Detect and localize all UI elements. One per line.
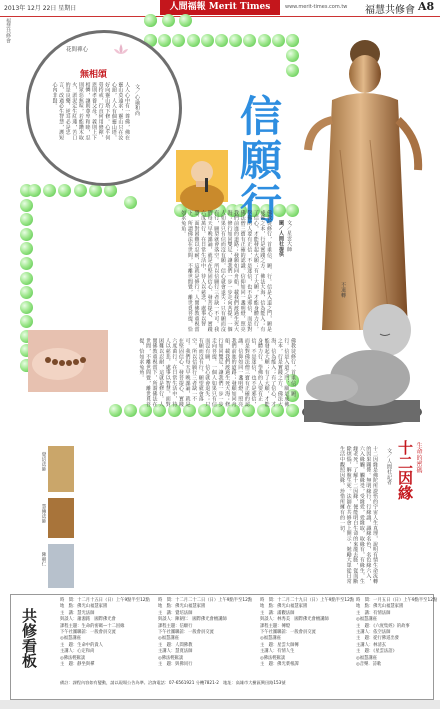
schedule-line: 下午社團聯誼：一般會員交流	[260, 630, 316, 636]
schedule-line: 時 間：十二月二十九日（日）上午9點半至12點	[260, 598, 355, 603]
schedule-line: 下午社團聯誼：一般會員交流	[60, 630, 116, 636]
bead-ornament	[201, 34, 214, 47]
schedule-line: 時 間：十二月二十二日（日）上午9點半至12點	[158, 598, 253, 603]
bead-ornament	[20, 257, 33, 270]
bead-ornament	[229, 34, 242, 47]
section-name: 福慧共修會	[365, 5, 415, 16]
schedule-line: 地 點：佛光山福慧家園	[356, 604, 404, 610]
article-photo-credit: 圖／人間社提供	[278, 220, 284, 258]
schedule-line: 主 講：滿觀法師	[260, 610, 295, 616]
schedule-line: 與談人：蕭鴻銘 國際佛光會	[60, 617, 116, 623]
bead-ornament	[144, 14, 157, 27]
schedule-line: 與談人：陳朝仁 國際佛光會檀講師	[158, 617, 227, 623]
schedule-line: 主 題：生命中的貴人	[60, 642, 103, 648]
side-article-body: 十二因緣是佛陀所證悟的宇宙人生真理，說明有情生命流轉的因果關係。無明緣行，行緣識，識緣名色，名色緣六入，六入緣觸，觸緣受，受緣愛，愛緣取，取緣有，有緣生，生緣老死。了解十二因緣，便能明白生命的來龍去脈，從而斷除煩惱，解脫生死。法師在共修會上開示，勉勵大眾從日常生活中觀照因緣，珍惜所擁有的一切。	[339, 446, 378, 584]
bead-ornament	[272, 34, 285, 47]
schedule-line: 課程主題：傳燈	[260, 623, 291, 629]
bead-ornament	[20, 213, 33, 226]
schedule-line: 主 題：星雲大師傳	[260, 642, 299, 648]
schedule-line: 主 題：從行佛道出發	[356, 636, 399, 642]
schedule-line: ◎福慧講座	[260, 636, 281, 642]
prayer-beads-image	[28, 330, 108, 392]
schedule-line: 地 點：佛光山福慧家園	[60, 604, 108, 610]
bead-ornament	[286, 64, 299, 77]
bead-ornament	[89, 184, 102, 197]
schedule-line: 主 講：有情法師	[356, 610, 391, 616]
bead-ornament	[286, 34, 299, 47]
schedule-footer-note: 備註：課程內容如有變動，請以現場公告為準。洽詢電話：07-6561921 分機7821-2 地址：高雄市大樹區興田路153號	[60, 680, 286, 685]
schedule-line: 主 講：覺培法師	[158, 610, 193, 616]
bead-ornament	[286, 49, 299, 62]
bead-ornament	[286, 204, 299, 217]
schedule-line: ◎福慧講座	[60, 636, 81, 642]
bead-ornament	[258, 34, 271, 47]
newspaper-brand: 人間福報 Merit Times	[160, 0, 280, 15]
schedule-line: 主 題：靜坐與禪	[60, 662, 95, 668]
schedule-line: ◎佛法輕鬆談	[60, 655, 86, 661]
article-title: 信願行	[234, 94, 283, 226]
bead-ornament	[58, 184, 71, 197]
speaker-label-2: 慧傳法師	[41, 504, 46, 524]
schedule-line: ◎佛法輕鬆談	[158, 655, 184, 661]
bead-ornament	[20, 301, 33, 314]
bead-ornament	[158, 34, 171, 47]
schedule-line: 時 間：十二月十五日（日）上午9點半至12點	[60, 598, 150, 603]
bead-ornament	[179, 14, 192, 27]
side-article-byline: 文／人間社記者	[386, 448, 392, 486]
bead-ornament	[124, 196, 137, 209]
bead-ornament	[243, 34, 256, 47]
lotus-icon	[112, 40, 130, 59]
poem-subtitle: 花間禪心	[66, 47, 89, 53]
speaker-portrait-2	[48, 498, 74, 538]
schedule-line: 課程主題：信願行	[158, 623, 193, 629]
schedule-line: 與談人：林秀美 國際佛光會檀講師	[260, 617, 329, 623]
schedule-line: 主講人：心定和尚	[60, 649, 95, 655]
schedule-line: 主講人：依空法師	[356, 630, 391, 636]
schedule-line: ◎音樂．詩歌	[356, 662, 382, 668]
issue-date: 2013年 12月 22日 星期日	[4, 5, 77, 12]
schedule-line: 主 題：與佛同行	[158, 662, 193, 668]
schedule-line: 主 題：佛光菜根譚	[260, 662, 299, 668]
bead-ornament	[124, 404, 137, 417]
master-portrait	[176, 150, 228, 202]
schedule-line: 課程主題：生命的密碼—十二因緣	[60, 623, 125, 629]
schedule-line: 地 點：佛光山福慧家園	[260, 604, 308, 610]
schedule-line: 時 間：一月五日（日）上午9點半至12點	[356, 598, 438, 603]
schedule-line: 主講人：有情人生	[260, 649, 295, 655]
article-byline: 文／星雲大師	[286, 220, 292, 252]
speaker-label-3: 陳朝仁	[41, 552, 46, 567]
bead-ornament	[172, 34, 185, 47]
side-article-kicker: 生命的密碼	[415, 442, 422, 474]
schedule-line: 主講人：慧寬法師	[158, 649, 193, 655]
schedule-line: ◎福慧講座	[356, 655, 377, 661]
schedule-column-1	[60, 598, 152, 683]
margin-label: 福慧共修會	[5, 18, 11, 43]
poem-title: 無相頌	[80, 70, 108, 80]
schedule-column-2	[158, 598, 254, 683]
schedule-line: ◎佛法輕鬆談	[260, 655, 286, 661]
bead-ornament	[215, 34, 228, 47]
schedule-line: 主 講：慧光法師	[60, 610, 95, 616]
schedule-column-4	[356, 598, 438, 683]
schedule-line: 地 點：佛光山福慧家園	[158, 604, 206, 610]
schedule-board-title: 共修看板	[20, 608, 38, 668]
statue-caption: 不退轉	[340, 282, 346, 298]
bead-ornament	[162, 14, 175, 27]
bead-ornament	[74, 184, 87, 197]
schedule-line: 主 題：《六度集經》的故事	[356, 623, 410, 629]
article-body: 佛教徒修行，首重信、願、行。信是入道之門，願是成佛之本，行是實踐之方。佛法大海，信為能入；有了信心，才能發起大願；有了大願，才能身體力行。學佛的人要有正信，不是迷信，也不是邪信，而是對佛法僧三寶有正確的認識。信仰如同一盞明燈，照亮我們前進的道路；發願如同舟船，載我們渡過生死大海；修行如同雙足，讓我們一步一步走向菩提。一個人如果只有信而沒有願，信心就會退失；只有願而沒有行，願望就會落空。所以信願行三者缺一不可。我們每天早晚課誦，就是在堅固信心、發菩提心、實踐六度萬行。在日常生活中，待人以慈悲，處事以智慧，面對困難以忍耐，這就是修行。人間佛教重視當下，所謂佛法在世間，不離世間覺，離世覓菩提，恰如求兔角。	[180, 210, 272, 332]
poem-author: 文／心瑜和尚	[134, 84, 140, 116]
page-number: A8	[418, 0, 435, 13]
speaker-portrait-1	[48, 446, 74, 492]
schedule-line: 主 題：人間佛教	[158, 642, 193, 648]
schedule-line: 下午社團聯誼：一般會員交流	[158, 630, 214, 636]
bead-ornament	[20, 272, 33, 285]
child-monk-statue-image	[292, 292, 432, 430]
side-article-title: 十二因緣	[396, 440, 414, 500]
schedule-line: ◎福慧講座	[356, 617, 377, 623]
bead-ornament	[43, 184, 56, 197]
schedule-line: 主 題：《星雲法語》	[356, 649, 397, 655]
schedule-line: ◎福慧講座	[158, 636, 179, 642]
schedule-line: 主講人：林清玄	[356, 642, 387, 648]
bead-ornament	[187, 34, 200, 47]
bead-ornament	[20, 228, 33, 241]
bead-ornament	[20, 199, 33, 212]
bead-ornament	[28, 184, 41, 197]
article-body-continued: 佛教徒修行，首重信、願、行。信是入道之門，願是成佛之本，行是實踐之方。佛法大海，信為能入；有了信心，才能發起大願；有了大願，才能身體力行。學佛的人要有正信，不是迷信，也不是邪信，而是對佛法僧三寶有正確的認識。信仰如同一盞明燈，照亮我們前進的道路；發願如同舟船，載我們渡過生死大海；修行如同雙足，讓我們一步一步走向菩提。一個人如果只有信而沒有願，信心就會退失；只有願而沒有行，願望就會落空。所以信願行三者缺一不可。我們每天早晚課誦，就是在堅固信心、發菩提心、實踐六度萬行。在日常生活中，待人以慈悲，處事以智慧，面對困難以忍耐，這就是修行。人間佛教重視當下，所謂佛法在世間，不離世間覺，離世覓菩提，恰如求兔角。	[138, 338, 296, 407]
bead-ornament	[20, 286, 33, 299]
schedule-column-3	[260, 598, 355, 683]
page-footer-bar	[0, 700, 440, 709]
speaker-portrait-3	[48, 544, 74, 588]
bead-ornament	[109, 404, 122, 417]
poem-body: 人人心中有一尊佛，佛在靈山莫遠求，靈山只在汝心頭，人人有個靈山塔，好向靈山塔下修。心平何勞持戒，行直何用修禪，恩則孝養父母，義則上下相憐，讓則尊卑和睦，忍則眾惡無喧，若能鑽木取火，淤泥定生紅蓮，苦口的是良藥，逆耳必是忠言，改過必生智慧，護短心內非賢。	[51, 82, 130, 141]
website-url[interactable]: www.merit-times.com.tw	[285, 4, 348, 10]
speaker-label-1: 覺培法師	[41, 452, 46, 472]
bead-ornament	[20, 315, 33, 328]
bead-ornament	[20, 242, 33, 255]
